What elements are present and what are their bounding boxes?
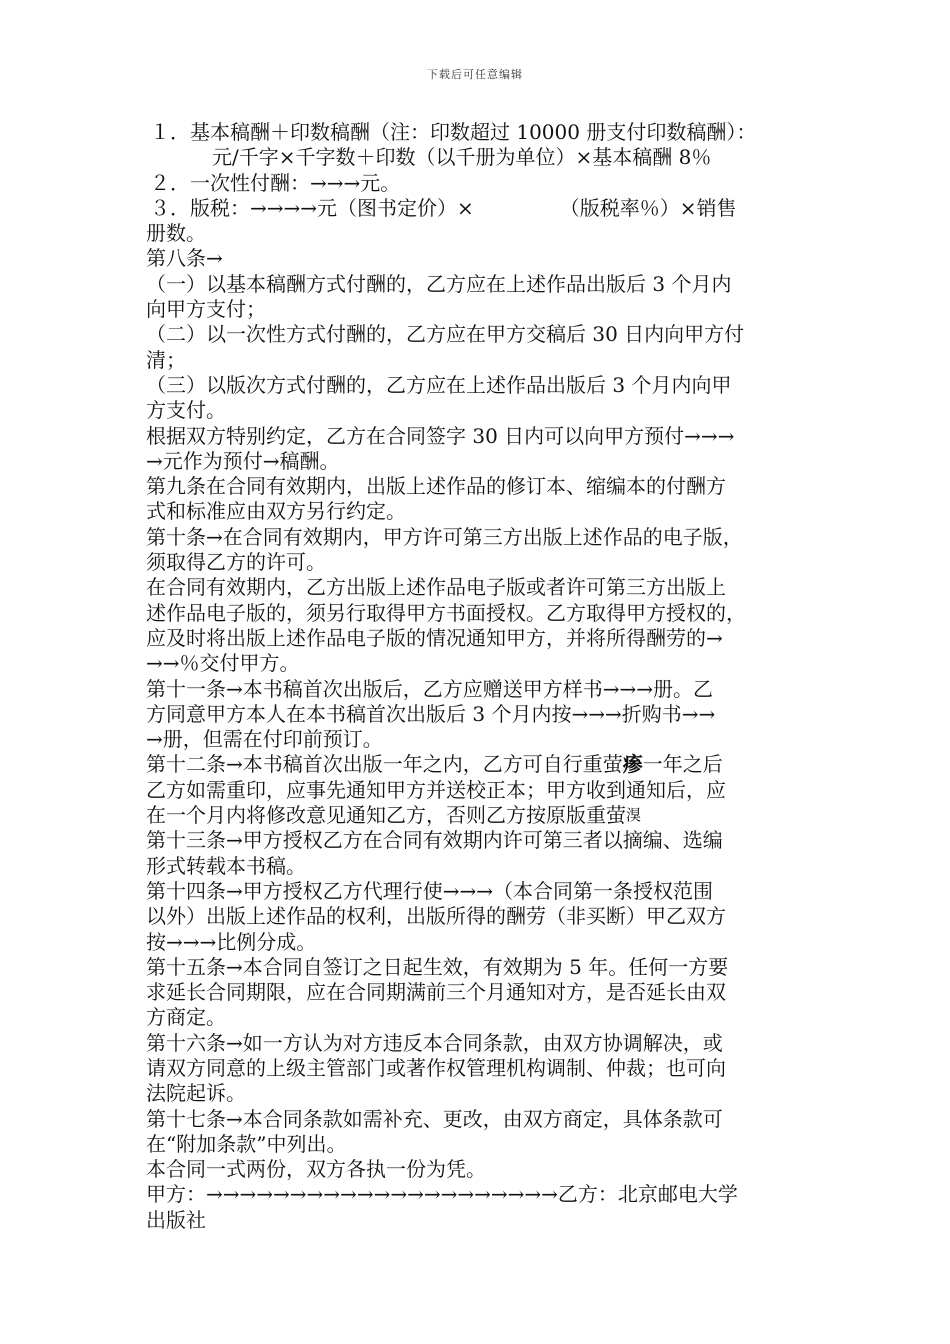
text-line: 在“附加条款”中列出。 [146,1131,347,1156]
text-line: 乙方如需重印，应事先通知甲方并送校正本；甲方收到通知后，应 [146,777,726,802]
text-segment-bold: 瘆 [622,752,643,777]
text-line: １．基本稿酬＋印数稿酬（注：印数超过 10000 册支付印数稿酬）： [150,120,757,144]
text-line: 法院起诉。 [146,1081,246,1106]
text-segment: ３．版税：→→→→元（图书定价）× [150,195,474,220]
text-line: 须取得乙方的许可。 [146,550,326,575]
text-line: 方支付。 [146,398,226,423]
text-line: 第八条→ [146,246,223,271]
text-line: （三）以版次方式付酬的，乙方应在上述作品出版后 3 个月内向甲 [146,372,732,397]
text-line: →册，但需在付印前预订。 [146,727,383,752]
text-line: 本合同一式两份，双方各执一份为凭。 [146,1157,486,1182]
text-line: 第十七条→本合同条款如需补充、更改，由双方商定，具体条款可 [146,1106,723,1131]
text-line: 册数。 [146,221,206,246]
text-line: ２．一次性付酬：→→→元。 [150,170,401,195]
page-header: 下载后可任意编辑 [427,68,523,81]
text-line: 第十六条→如一方认为对方违反本合同条款，由双方协调解决，或 [146,1030,723,1055]
text-segment-small: 湨 [626,806,642,825]
text-segment: 在一个月内将修改意见通知乙方，否则乙方按原版重萤 [146,803,626,828]
text-line: 第十五条→本合同自签订之日起生效，有效期为 5 年。任何一方要 [146,954,729,979]
text-line: 第十四条→甲方授权乙方代理行使→→→（本合同第一条授权范围 [146,878,714,903]
text-line [146,196,810,221]
text-line: 方商定。 [146,1005,226,1030]
text-line: 甲方：→→→→→→→→→→→→→→→→→→→→→乙方：北京邮电大学 [146,1182,738,1207]
text-line: 清； [146,347,186,372]
text-line [146,803,810,828]
text-line: （二）以一次性方式付酬的，乙方应在甲方交稿后 30 日内向甲方付 [146,322,745,347]
text-segment: 一年之后 [642,752,723,777]
text-line: 求延长合同期限，应在合同期满前三个月通知对方，是否延长由双 [146,980,726,1005]
text-line: 应及时将出版上述作品电子版的情况通知甲方，并将所得酬劳的→ [146,625,723,650]
text-line: 在合同有效期内，乙方出版上述作品电子版或者许可第三方出版上 [146,575,726,600]
text-line: 出版社 [146,1207,206,1232]
text-line: →→％交付甲方。 [146,651,300,676]
text-line: （一）以基本稿酬方式付酬的，乙方应在上述作品出版后 3 个月内 [146,271,732,296]
text-line: 根据双方特别约定，乙方在合同签字 30 日内可以向甲方预付→→→ [146,423,735,448]
text-line: 按→→→比例分成。 [146,929,317,954]
text-segment: 第十二条→本书稿首次出版一年之内，乙方可自行重萤 [146,752,623,777]
text-line: 第十三条→甲方授权乙方在合同有效期内许可第三者以摘编、选编 [146,828,723,853]
text-line: 式和标准应由双方另行约定。 [146,499,406,524]
text-line: 第十一条→本书稿首次出版后，乙方应赠送甲方样书→→→册。乙 [146,676,714,701]
text-line: 第九条在合同有效期内，出版上述作品的修订本、缩编本的付酬方 [146,474,726,499]
text-line: 方同意甲方本人在本书稿首次出版后 3 个月内按→→→折购书→→ [146,701,716,726]
text-line: 第十条→在合同有效期内，甲方许可第三方出版上述作品的电子版， [146,524,743,549]
text-line: 以外）出版上述作品的权利，出版所得的酬劳（非买断）甲乙双方 [146,904,726,929]
text-line: 元/千字×千字数＋印数（以千册为单位）×基本稿酬 8％ [212,145,712,170]
text-line: →元作为预付→稿酬。 [146,448,340,473]
text-line: 述作品电子版的，须另行取得甲方书面授权。乙方取得甲方授权的， [146,600,746,625]
text-line: 请双方同意的上级主管部门或著作权管理机构调制、仲裁；也可向 [146,1055,726,1080]
text-line: 向甲方支付； [146,297,266,322]
text-line: 形式转载本书稿。 [146,853,306,878]
document-body [146,120,810,1233]
text-segment: （版税率％）×销售 [559,195,737,220]
text-line [146,752,810,777]
